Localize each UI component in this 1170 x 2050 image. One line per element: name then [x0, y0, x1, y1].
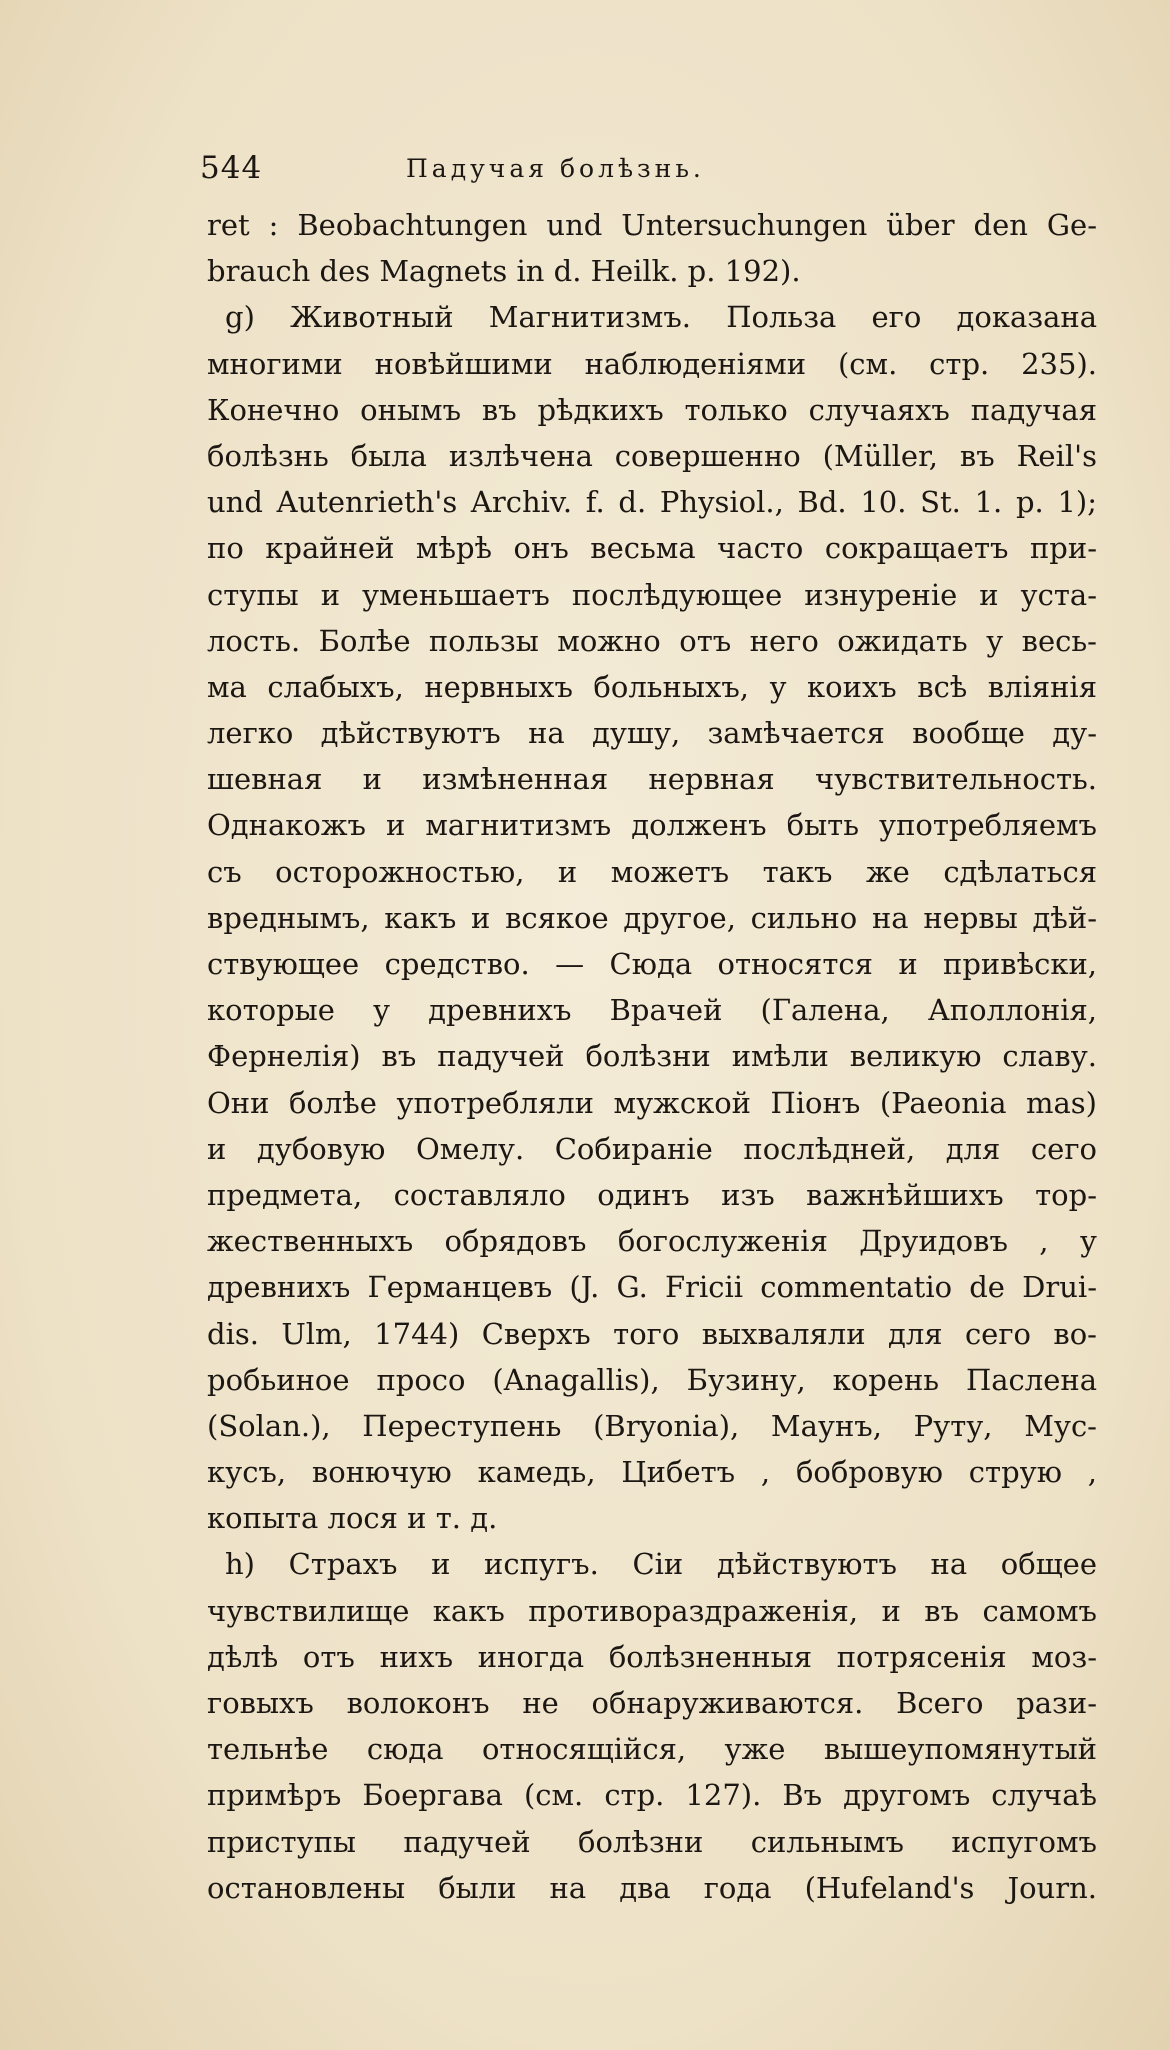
text-line: вреднымъ, какъ и всякое другое, сильно на нервы дѣй- [207, 900, 1097, 935]
text-line: ма слабыхъ, нервныхъ больныхъ, у коихъ всѣ влiянiя [207, 669, 1097, 704]
text-line: копыта лося и т. д. [207, 1501, 498, 1536]
running-title: Падучая болѣзнь. [406, 154, 705, 183]
text-line: приступы падучей болѣзни сильнымъ испугомъ [207, 1824, 1097, 1859]
text-line: многими новѣйшими наблюденiями (см. стр. 235). [207, 346, 1097, 381]
text-line: болѣзнь была излѣчена совершенно (Müller, въ Reil's [207, 438, 1097, 473]
text-line: ret : Beobachtungen und Untersuchungen über den Ge- [207, 208, 1097, 242]
text-line: Фернелiя) въ падучей болѣзни имѣли великую славу. [207, 1039, 1097, 1074]
text-line: съ осторожностью, и можетъ такъ же сдѣлаться [207, 854, 1097, 889]
text-line: жественныхъ обрядовъ богослуженiя Друидовъ , у [207, 1224, 1097, 1259]
text-line: Однакожъ и магнитизмъ долженъ быть употребляемъ [207, 808, 1097, 843]
text-line: Конечно онымъ въ рѣдкихъ только случаяхъ падучая [207, 392, 1097, 427]
text-line: brauch des Magnets in d. Heilk. p. 192). [207, 254, 801, 289]
text-line: g) Животный Магнитизмъ. Польза его доказана [225, 300, 1097, 335]
text-line: ствующее средство. — Сюда относятся и привѣски, [207, 947, 1097, 981]
text-line: предмета, составляло одинъ изъ важнѣйшихъ тор- [207, 1177, 1097, 1212]
text-line: которые у древнихъ Врачей (Галена, Аполлонiя, [207, 993, 1097, 1028]
text-line: остановлены были на два года (Hufeland's Journ. [207, 1870, 1097, 1905]
text-line: dis. Ulm, 1744) Сверхъ того выхваляли для сего во- [207, 1316, 1097, 1351]
text-line: (Solan.), Переступень (Bryonia), Маунъ, Руту, Мус- [207, 1408, 1097, 1443]
page-number: 544 [200, 150, 263, 186]
text-line: тельнѣе сюда относящiйся, уже вышеупомянутый [207, 1732, 1097, 1767]
text-line: говыхъ волоконъ не обнаруживаются. Всего рази- [207, 1686, 1097, 1720]
text-line: и дубовую Омелу. Собиранiе послѣдней, для сего [207, 1131, 1097, 1166]
text-line: ступы и уменьшаетъ послѣдующее изнуренiе и уста- [207, 577, 1097, 612]
text-line: лость. Болѣе пользы можно отъ него ожидать у весь- [207, 623, 1097, 658]
text-line: дѣлѣ отъ нихъ иногда болѣзненныя потрясенiя моз- [207, 1639, 1097, 1674]
text-line: робьиное просо (Anagallis), Бузину, корень Паслена [207, 1362, 1097, 1397]
text-line: легко дѣйствуютъ на душу, замѣчается вообще ду- [207, 716, 1097, 751]
text-line: Они болѣе употребляли мужской Пiонъ (Paeonia mas) [207, 1085, 1097, 1120]
text-line: und Autenrieth's Archiv. f. d. Physiol., Bd. 10. St. 1. p. 1); [207, 485, 1097, 520]
text-line: h) Страхъ и испугъ. Сiи дѣйствуютъ на общее [225, 1547, 1097, 1582]
text-line: чувствилище какъ противораздраженiя, и въ самомъ [207, 1593, 1097, 1628]
page-body-text [207, 202, 1097, 1911]
text-line: примѣръ Боергава (см. стр. 127). Въ другомъ случаѣ [207, 1778, 1097, 1813]
text-line: по крайней мѣрѣ онъ весьма часто сокращаетъ при- [207, 531, 1097, 566]
text-line: древнихъ Германцевъ (J. G. Fricii commentatio de Drui- [207, 1270, 1097, 1305]
text-line: кусъ, вонючую камедь, Цибетъ , бобровую струю , [207, 1455, 1097, 1490]
text-line: шевная и измѣненная нервная чувствительность. [207, 762, 1097, 797]
page-header [200, 150, 920, 196]
